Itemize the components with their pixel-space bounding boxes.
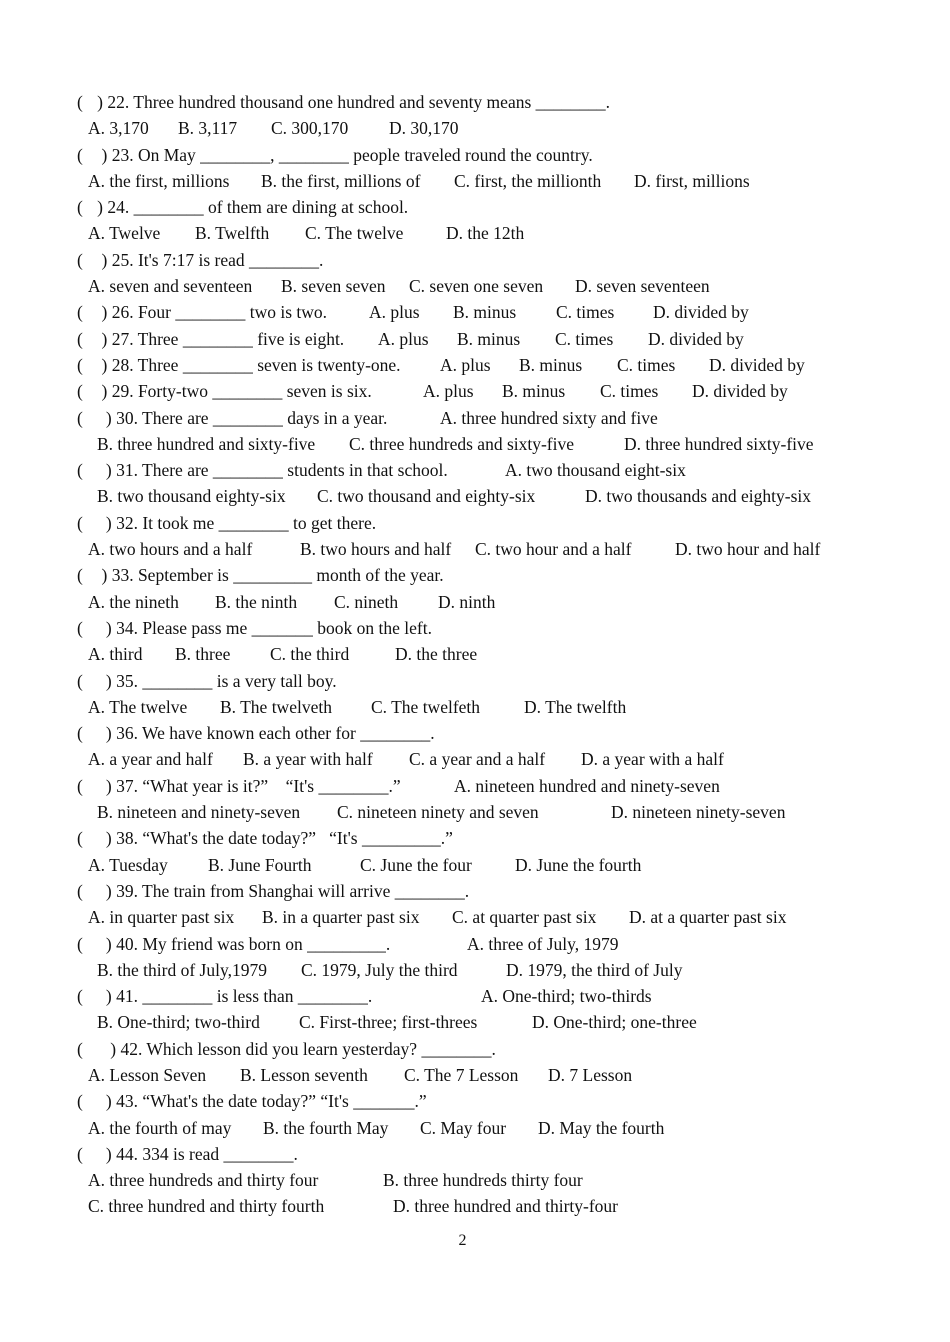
option-a[interactable]: A. three hundred sixty and five <box>440 407 658 428</box>
option-d[interactable]: D. two thousands and eighty-six <box>585 486 812 507</box>
question-41-options <box>0 1009 950 1035</box>
question-33-options <box>0 589 950 615</box>
option-d[interactable]: D. 30,170 <box>389 118 459 139</box>
option-a[interactable]: A. Lesson Seven <box>88 1064 207 1085</box>
question-stem: ) 28. Three ________ seven is twenty-one. <box>84 354 401 375</box>
question-27 <box>0 326 950 352</box>
option-b[interactable]: B. The twelveth <box>220 696 332 717</box>
option-b[interactable]: B. minus <box>453 302 517 323</box>
question-41 <box>0 983 950 1009</box>
question-list <box>0 89 950 1220</box>
answer-paren[interactable]: ( <box>77 1038 83 1059</box>
option-c[interactable]: C. First-three; first-threes <box>299 1012 478 1033</box>
answer-paren[interactable]: ( <box>77 986 83 1007</box>
question-stem: ) 42. Which lesson did you learn yesterday? ________. <box>84 1038 496 1059</box>
question-39-options <box>0 904 950 930</box>
option-d[interactable]: D. a year with a half <box>581 749 724 770</box>
option-c[interactable]: C. The twelve <box>305 223 404 244</box>
option-b[interactable]: B. the first, millions of <box>261 170 421 191</box>
option-b[interactable]: B. Lesson seventh <box>240 1064 368 1085</box>
answer-paren[interactable]: ( <box>77 249 83 270</box>
answer-paren[interactable]: ( <box>77 670 83 691</box>
option-a[interactable]: A. two thousand eight-six <box>505 460 686 481</box>
question-30 <box>0 405 950 431</box>
option-d[interactable]: D. two hour and half <box>675 539 821 560</box>
answer-paren[interactable]: ( <box>77 354 83 375</box>
question-23-options <box>0 168 950 194</box>
question-40 <box>0 931 950 957</box>
option-b[interactable]: B. the third of July,1979 <box>97 959 267 980</box>
question-stem: ) 33. September is _________ month of the year. <box>84 565 444 586</box>
question-44-options <box>0 1167 950 1193</box>
answer-paren[interactable]: ( <box>77 302 83 323</box>
option-c[interactable]: C. a year and a half <box>409 749 546 770</box>
answer-paren[interactable]: ( <box>77 933 83 954</box>
option-d[interactable]: D. June the fourth <box>515 854 642 875</box>
question-31 <box>0 457 950 483</box>
answer-paren[interactable]: ( <box>77 1143 83 1164</box>
question-24 <box>0 194 950 220</box>
option-b[interactable]: B. nineteen and ninety-seven <box>97 802 301 823</box>
question-30-options <box>0 431 950 457</box>
page-number: 2 <box>458 1232 467 1249</box>
option-d[interactable]: D. divided by <box>648 328 744 349</box>
option-b[interactable]: B. in a quarter past six <box>262 907 420 928</box>
option-c[interactable]: C. two thousand and eighty-six <box>317 486 536 507</box>
option-c[interactable]: C. three hundreds and sixty-five <box>349 433 575 454</box>
option-b[interactable]: B. the ninth <box>215 591 298 612</box>
question-35-options <box>0 694 950 720</box>
option-a[interactable]: A. three hundreds and thirty four <box>88 1170 319 1191</box>
question-43-options <box>0 1115 950 1141</box>
question-stem: ) 31. There are ________ students in that school. <box>84 460 448 481</box>
option-d[interactable]: D. The twelfth <box>524 696 627 717</box>
question-31-options <box>0 483 950 509</box>
option-c[interactable]: C. seven one seven <box>409 276 544 297</box>
question-38 <box>0 825 950 851</box>
question-stem: ) 32. It took me ________ to get there. <box>84 512 377 533</box>
question-36 <box>0 720 950 746</box>
option-c[interactable]: C. June the four <box>360 854 472 875</box>
option-a[interactable]: A. The twelve <box>88 696 188 717</box>
option-d[interactable]: D. the three <box>395 644 478 665</box>
question-32 <box>0 510 950 536</box>
question-stem: ) 22. Three hundred thousand one hundred and seventy means ________. <box>84 92 611 112</box>
question-stem: ) 30. There are ________ days in a year. <box>84 407 388 428</box>
option-b[interactable]: B. three hundred and sixty-five <box>97 433 316 454</box>
question-stem: ) 40. My friend was born on _________. <box>84 933 391 954</box>
option-c[interactable]: C. The 7 Lesson <box>404 1064 519 1085</box>
option-a[interactable]: A. the fourth of may <box>88 1117 232 1138</box>
question-42-options <box>0 1062 950 1088</box>
option-d[interactable]: D. ninth <box>438 591 496 612</box>
option-a[interactable]: A. two hours and a half <box>88 539 253 560</box>
option-a[interactable]: A. plus <box>369 302 420 323</box>
option-a[interactable]: A. plus <box>423 381 474 402</box>
question-stem: ) 43. “What's the date today?” “It's _______.” <box>84 1091 427 1112</box>
option-c[interactable]: C. at quarter past six <box>452 907 597 928</box>
option-d[interactable]: D. seven seventeen <box>575 276 710 297</box>
question-stem: ) 36. We have known each other for ________. <box>84 723 435 744</box>
option-b[interactable]: B. minus <box>457 328 521 349</box>
question-35 <box>0 668 950 694</box>
option-c[interactable]: C. 300,170 <box>271 118 349 139</box>
question-44 <box>0 1141 950 1167</box>
question-44-options-2 <box>0 1193 950 1219</box>
answer-paren[interactable]: ( <box>77 828 83 849</box>
option-d[interactable]: D. the 12th <box>446 223 525 244</box>
option-d[interactable]: D. May the fourth <box>538 1117 665 1138</box>
question-stem: ) 24. ________ of them are dining at school. <box>84 197 409 218</box>
question-24-options <box>0 220 950 246</box>
question-stem: ) 29. Forty-two ________ seven is six. <box>84 381 372 402</box>
option-b[interactable]: B. two hours and half <box>300 539 452 560</box>
question-39 <box>0 878 950 904</box>
option-a[interactable]: A. a year and half <box>88 749 213 770</box>
option-d[interactable]: D. three hundred sixty-five <box>624 433 814 454</box>
option-b[interactable]: B. two thousand eighty-six <box>97 486 286 507</box>
answer-paren[interactable]: ( <box>77 775 83 796</box>
option-d[interactable]: D. nineteen ninety-seven <box>611 802 786 823</box>
option-d[interactable]: D. divided by <box>692 381 788 402</box>
question-stem: ) 44. 334 is read ________. <box>84 1143 298 1164</box>
question-stem: ) 25. It's 7:17 is read ________. <box>84 249 324 270</box>
question-28 <box>0 352 950 378</box>
question-22-options <box>0 115 950 141</box>
option-c[interactable]: C. times <box>556 302 615 323</box>
question-37-options <box>0 799 950 825</box>
question-stem: ) 27. Three ________ five is eight. <box>84 328 345 349</box>
option-a[interactable]: A. 3,170 <box>88 118 149 139</box>
option-b[interactable]: B. seven seven <box>281 276 386 297</box>
question-23 <box>0 142 950 168</box>
option-d[interactable]: D. three hundred and thirty-four <box>393 1196 618 1217</box>
option-c[interactable]: C. two hour and a half <box>475 539 632 560</box>
question-42 <box>0 1036 950 1062</box>
option-a[interactable]: A. seven and seventeen <box>88 276 253 297</box>
question-38-options <box>0 852 950 878</box>
option-a[interactable]: A. the first, millions <box>88 170 230 191</box>
option-b[interactable]: B. 3,117 <box>178 118 238 139</box>
option-d[interactable]: D. One-third; one-three <box>532 1012 697 1033</box>
option-d[interactable]: D. 7 Lesson <box>548 1064 633 1085</box>
question-stem: ) 38. “What's the date today?” “It's _________.” <box>84 828 453 849</box>
answer-paren[interactable]: ( <box>77 880 83 901</box>
question-32-options <box>0 536 950 562</box>
question-26 <box>0 299 950 325</box>
question-29 <box>0 378 950 404</box>
option-c[interactable]: C. the third <box>270 644 350 665</box>
option-d[interactable]: D. at a quarter past six <box>629 907 787 928</box>
option-b[interactable]: B. minus <box>502 381 566 402</box>
option-b[interactable]: B. three <box>175 644 231 665</box>
option-c[interactable]: C. times <box>555 328 614 349</box>
answer-paren[interactable]: ( <box>77 1091 83 1112</box>
option-c[interactable]: C. nineteen ninety and seven <box>337 802 539 823</box>
question-25-options <box>0 273 950 299</box>
question-stem: ) 35. ________ is a very tall boy. <box>84 670 337 691</box>
answer-paren[interactable]: ( <box>77 407 83 428</box>
option-a[interactable]: A. the nineth <box>88 591 179 612</box>
option-b[interactable]: B. three hundreds thirty four <box>383 1170 583 1191</box>
question-stem: ) 37. “What year is it?” “It's ________.” <box>84 775 401 796</box>
option-a[interactable]: A. Twelve <box>88 223 161 244</box>
option-d[interactable]: D. divided by <box>653 302 749 323</box>
option-a[interactable]: A. in quarter past six <box>88 907 235 928</box>
question-37 <box>0 773 950 799</box>
question-33 <box>0 562 950 588</box>
answer-paren[interactable]: ( <box>77 565 83 586</box>
option-a[interactable]: A. plus <box>440 354 491 375</box>
answer-paren[interactable]: ( <box>77 460 83 481</box>
option-b[interactable]: B. Twelfth <box>195 223 270 244</box>
option-a[interactable]: A. three of July, 1979 <box>467 933 619 954</box>
option-b[interactable]: B. One-third; two-third <box>97 1012 260 1033</box>
option-a[interactable]: A. plus <box>378 328 429 349</box>
question-34-options <box>0 641 950 667</box>
option-b[interactable]: B. a year with half <box>243 749 373 770</box>
question-34 <box>0 615 950 641</box>
answer-paren[interactable]: ( <box>77 92 83 112</box>
question-40-options <box>0 957 950 983</box>
option-b[interactable]: B. June Fourth <box>208 854 312 875</box>
option-c[interactable]: C. The twelfeth <box>371 696 481 717</box>
option-b[interactable]: B. the fourth May <box>263 1117 389 1138</box>
option-c[interactable]: C. May four <box>420 1117 507 1138</box>
option-a[interactable]: A. One-third; two-thirds <box>481 986 652 1007</box>
option-d[interactable]: D. first, millions <box>634 170 750 191</box>
question-25 <box>0 247 950 273</box>
option-a[interactable]: A. third <box>88 644 143 665</box>
option-c[interactable]: C. nineth <box>334 591 399 612</box>
question-43 <box>0 1088 950 1114</box>
option-c[interactable]: C. first, the millionth <box>454 170 602 191</box>
option-d[interactable]: D. divided by <box>709 354 805 375</box>
answer-paren[interactable]: ( <box>77 381 83 402</box>
answer-paren[interactable]: ( <box>77 617 83 638</box>
question-stem: ) 23. On May ________, ________ people traveled round the country. <box>84 144 593 165</box>
option-c[interactable]: C. three hundred and thirty fourth <box>88 1196 325 1217</box>
question-stem: ) 26. Four ________ two is two. <box>84 302 328 323</box>
answer-paren[interactable]: ( <box>77 328 83 349</box>
answer-paren[interactable]: ( <box>77 197 83 218</box>
question-36-options <box>0 746 950 772</box>
question-stem: ) 39. The train from Shanghai will arrive ________. <box>84 880 470 901</box>
answer-paren[interactable]: ( <box>77 723 83 744</box>
option-a[interactable]: A. Tuesday <box>88 854 168 875</box>
question-22 <box>0 89 950 115</box>
option-b[interactable]: B. minus <box>519 354 583 375</box>
option-a[interactable]: A. nineteen hundred and ninety-seven <box>454 775 720 796</box>
option-c[interactable]: C. times <box>600 381 659 402</box>
question-stem: ) 34. Please pass me _______ book on the left. <box>84 617 433 638</box>
answer-paren[interactable]: ( <box>77 144 83 165</box>
option-c[interactable]: C. times <box>617 354 676 375</box>
option-c[interactable]: C. 1979, July the third <box>301 959 458 980</box>
option-d[interactable]: D. 1979, the third of July <box>506 959 683 980</box>
question-stem: ) 41. ________ is less than ________. <box>84 986 373 1007</box>
answer-paren[interactable]: ( <box>77 512 83 533</box>
